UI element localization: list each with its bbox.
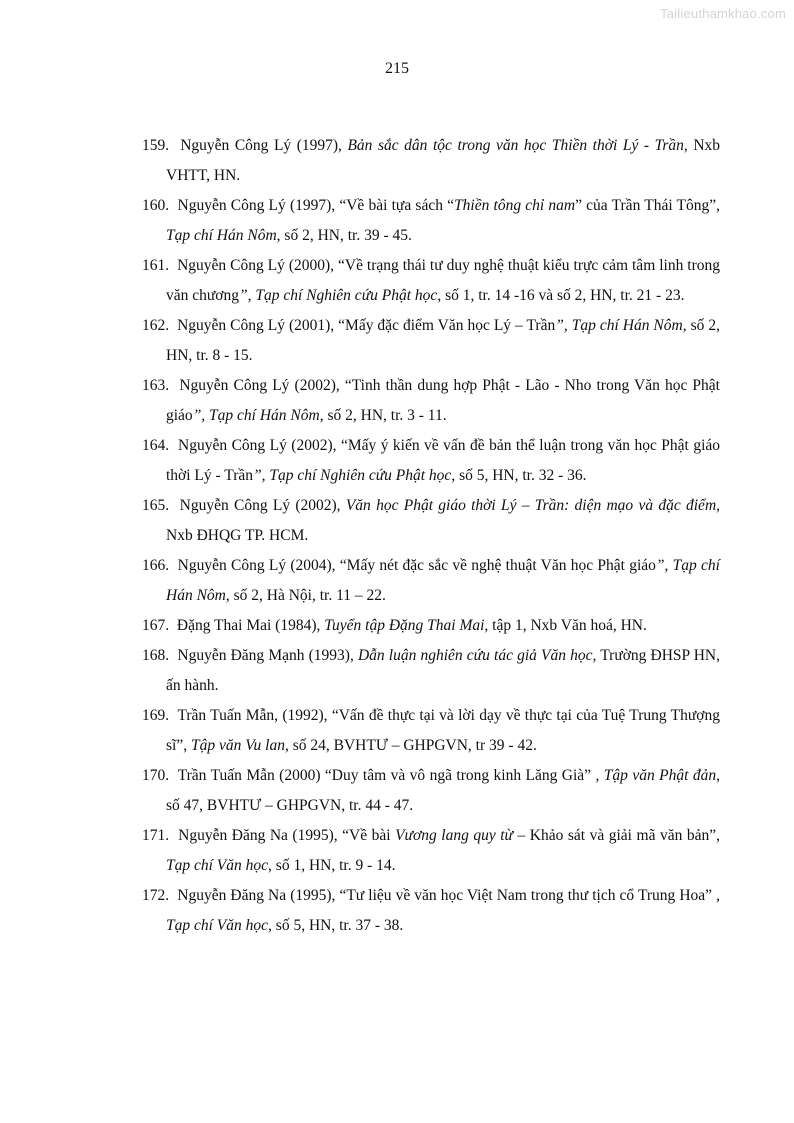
reference-title-italic: Văn học Phật giáo thời Lý – Trần: diện mạo và đặc điểm, (345, 497, 721, 514)
reference-text: ” của Trần Thái Tông”, (575, 197, 721, 214)
reference-text: Nguyễn Công Lý (2002), (179, 497, 346, 514)
reference-title-italic: Tập văn Vu lan (190, 737, 285, 754)
reference-item (142, 371, 720, 431)
reference-number: 166. (142, 557, 170, 574)
reference-title-italic: , Tập văn Phật đản (595, 767, 717, 784)
reference-text: Nguyễn Công Lý (2002), “Mấy ý kiến về vấn đề bản thể luận trong văn học Phật giáo thời Lý - Trần (166, 437, 720, 484)
reference-text: Nxb VHTT, HN. (166, 137, 721, 184)
reference-text: , số 2, HN, tr. 3 - 11. (319, 407, 447, 424)
reference-text: Nguyễn Công Lý (2004), “Mấy nét đặc sắc về nghệ thuật Văn học Phật giáo (177, 557, 656, 574)
reference-item (142, 191, 720, 251)
reference-list (142, 131, 720, 941)
reference-text: Nguyễn Công Lý (1997), “Về bài tựa sách “ (177, 197, 455, 214)
reference-title-italic: ”, Tạp chí Hán Nôm (166, 557, 720, 604)
reference-text: tập 1, Nxb Văn hoá, HN. (488, 617, 647, 634)
reference-title-italic: Vương lang quy từ (395, 827, 513, 844)
reference-text: – Khảo sát và giải mã văn bản”, (513, 827, 720, 844)
reference-text: số 2, HN, tr. 8 - 15. (166, 317, 720, 364)
reference-item (142, 821, 720, 881)
reference-text: , số 47, BVHTƯ – GHPGVN, tr. 44 - 47. (166, 767, 720, 814)
reference-title-italic: Tạp chí Văn học, (166, 857, 272, 874)
reference-text: Nguyễn Đăng Na (1995), “Về bài (178, 827, 396, 844)
reference-number: 162. (142, 317, 170, 334)
reference-text: , số 5, HN, tr. 32 - 36. (451, 467, 587, 484)
reference-text: số 1, HN, tr. 9 - 14. (271, 857, 396, 874)
reference-number: 167. (142, 617, 170, 634)
reference-number: 163. (142, 377, 170, 394)
reference-title-italic: ”, Tạp chí Hán Nôm, (555, 317, 687, 334)
reference-text: Trần Tuấn Mẫn (2000) “Duy tâm và vô ngã trong kinh Lăng Già” (177, 767, 596, 784)
reference-number: 172. (142, 887, 170, 904)
reference-item (142, 761, 720, 821)
reference-text: Trần Tuấn Mẫn, (1992), “Vấn đề thực tại và lời dạy về thực tại của Tuệ Trung Thượng sĩ”, (166, 707, 720, 754)
reference-number: 165. (142, 497, 170, 514)
reference-text: , số 2, Hà Nội, tr. 11 – 22. (225, 587, 386, 604)
reference-title-italic: Tạp chí Hán Nôm (166, 227, 277, 244)
reference-title-italic: Tuyển tập Đặng Thai Mai, (324, 617, 489, 634)
reference-item (142, 611, 720, 641)
reference-title-italic: ”, Tạp chí Nghiên cứu Phật học (238, 287, 438, 304)
reference-text: Nguyễn Công Lý (2000), “Về trạng thái tư duy nghệ thuật kiểu trực cảm tâm linh trong văn chương (166, 257, 721, 304)
watermark: Tailieuthamkhao.com (660, 6, 786, 21)
reference-number: 168. (142, 647, 170, 664)
reference-item (142, 431, 720, 491)
reference-number: 169. (142, 707, 170, 724)
reference-text: Nguyễn Đăng Na (1995), “Tư liệu về văn học Việt Nam trong thư tịch cổ Trung Hoa” , (177, 887, 720, 904)
reference-title-italic: Tạp chí Văn học, (166, 917, 272, 934)
reference-number: 160. (142, 197, 170, 214)
reference-item (142, 251, 720, 311)
reference-text: số 5, HN, tr. 37 - 38. (271, 917, 404, 934)
reference-text: Đặng Thai Mai (1984), (176, 617, 325, 634)
reference-item (142, 641, 720, 701)
reference-text: Nguyễn Đăng Mạnh (1993), (177, 647, 358, 664)
reference-text: Nguyễn Công Lý (2002), “Tinh thần dung hợp Phật - Lão - Nho trong Văn học Phật giáo (166, 377, 720, 424)
reference-number: 159. (142, 137, 170, 154)
reference-title-italic: Dẫn luận nghiên cứu tác giả Văn học, (357, 647, 597, 664)
reference-text: Nxb ĐHQG TP. HCM. (166, 527, 309, 544)
reference-title-italic: Bản sắc dân tộc trong văn học Thiền thời Lý - Trần, (347, 137, 688, 154)
reference-text: Nguyễn Công Lý (2001), “Mấy đặc điểm Văn học Lý – Trần (177, 317, 556, 334)
reference-title-italic: ”, Tạp chí Nghiên cứu Phật học (253, 467, 452, 484)
reference-text: Nguyễn Công Lý (1997), (180, 137, 348, 154)
reference-item (142, 311, 720, 371)
page-number: 215 (385, 60, 409, 77)
reference-number: 170. (142, 767, 170, 784)
reference-text: , số 24, BVHTƯ – GHPGVN, tr 39 - 42. (284, 737, 537, 754)
reference-item (142, 551, 720, 611)
reference-text: , số 2, HN, tr. 39 - 45. (276, 227, 412, 244)
reference-item (142, 701, 720, 761)
reference-text: Trường ĐHSP HN, ấn hành. (166, 647, 720, 694)
reference-number: 161. (142, 257, 170, 274)
reference-title-italic: ”, Tạp chí Hán Nôm (192, 407, 320, 424)
reference-number: 171. (142, 827, 170, 844)
reference-title-italic: Thiền tông chỉ nam (454, 197, 576, 214)
reference-text: , số 1, tr. 14 -16 và số 2, HN, tr. 21 - 23. (437, 287, 685, 304)
reference-item (142, 131, 720, 191)
reference-item (142, 881, 720, 941)
reference-number: 164. (142, 437, 170, 454)
reference-item (142, 491, 720, 551)
